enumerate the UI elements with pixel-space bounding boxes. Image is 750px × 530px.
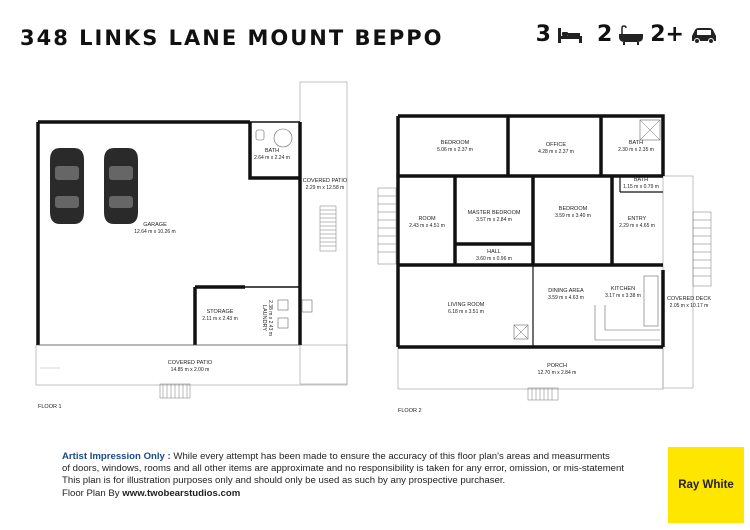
garage-dims: 12.64 m x 10.26 m (134, 229, 176, 235)
disclaimer-line1: While every attempt has been made to ensure the accuracy of this floor plan's areas and measurments (170, 451, 610, 462)
kitchen-label: KITCHEN (610, 286, 636, 292)
f2-bedroom1-dims: 5.06 m x 2.37 m (437, 147, 473, 153)
f2-bedroom2-dims: 3.59 m x 3.40 m (555, 213, 591, 219)
bathroom-count: 2 (596, 22, 613, 47)
property-address: 348 LINKS LANE MOUNT BEPPO (20, 26, 444, 50)
f2-bath2-label: BATH (633, 177, 649, 183)
dining-area-label: DINING AREA (548, 288, 584, 294)
f2-bath2-dims: 1.15 m x 0.79 m (623, 184, 659, 190)
porch-dims: 12.70 m x 2.84 m (537, 370, 577, 376)
disclaimer-line2: of doors, windows, rooms and all other items are approximate and no responsibility is taken for any error, omission, or mis-statement (62, 463, 625, 475)
master-bedroom-label: MASTER BEDROOM (467, 210, 521, 216)
laundry-label: LAUNDRY (261, 304, 267, 332)
porch-label: PORCH (547, 363, 567, 369)
f2-bedroom2-label: BEDROOM (558, 206, 588, 212)
front-patio-dims: 14.85 m x 2.00 m (170, 367, 210, 373)
room-label: ROOM (418, 216, 436, 222)
entry-dims: 2.29 m x 4.65 m (619, 223, 655, 229)
hall-label: HALL (487, 249, 501, 255)
office-label: OFFICE (545, 142, 567, 148)
laundry-dims: 2.38 m x 2.43 m (267, 300, 273, 336)
side-patio-label: COVERED PATIO (302, 178, 348, 184)
f2-bath1-dims: 2.30 m x 2.35 m (618, 147, 654, 153)
f1-bath-dims: 2.64 m x 2.24 m (254, 155, 290, 161)
dining-area-dims: 3.59 m x 4.63 m (548, 295, 584, 301)
front-patio-label: COVERED PATIO (167, 360, 213, 366)
side-patio-dims: 2.29 m x 12.58 m (305, 185, 345, 191)
disclaimer-credit: Floor Plan By (62, 487, 123, 499)
car-icon (50, 148, 84, 224)
hall-dims: 3.60 m x 0.96 m (476, 256, 512, 262)
storage-dims: 2.11 m x 2.43 m (202, 316, 238, 322)
floor2-label: FLOOR 2 (398, 408, 422, 414)
storage-label: STORAGE (206, 309, 234, 315)
ray-white-logo (668, 447, 744, 523)
f2-bath1-label: BATH (628, 140, 644, 146)
kitchen-dims: 3.17 m x 3.38 m (605, 293, 641, 299)
car-count: 2+ (650, 22, 684, 47)
f1-bath-label: BATH (264, 148, 280, 154)
bedroom-count: 3 (535, 22, 551, 47)
disclaimer-lead: Artist Impression Only : (62, 451, 171, 462)
living-room-dims: 6.18 m x 3.51 m (448, 309, 484, 315)
floor2-plan (378, 116, 711, 414)
office-dims: 4.28 m x 2.37 m (538, 149, 574, 155)
master-bedroom-dims: 3.57 m x 2.84 m (476, 217, 512, 223)
disclaimer-line3: This plan is for illustration purposes only and should only be used as such by any prospective purchaser. (62, 475, 506, 487)
room-dims: 2.43 m x 4.51 m (409, 223, 445, 229)
studio-link[interactable]: www.twobearstudios.com (122, 487, 241, 499)
logo-text: Ray White (678, 479, 734, 491)
entry-label: ENTRY (627, 216, 647, 222)
covered-deck-dims: 2.05 m x 10.17 m (669, 303, 709, 309)
living-room-label: LIVING ROOM (447, 302, 485, 308)
floor1-label: FLOOR 1 (38, 404, 62, 410)
garage-label: GARAGE (143, 222, 167, 228)
covered-deck-label: COVERED DECK (666, 296, 712, 302)
disclaimer (62, 451, 652, 500)
car-icon (104, 148, 138, 224)
floor1-plan (36, 82, 348, 410)
f2-bedroom1-label: BEDROOM (440, 140, 470, 146)
